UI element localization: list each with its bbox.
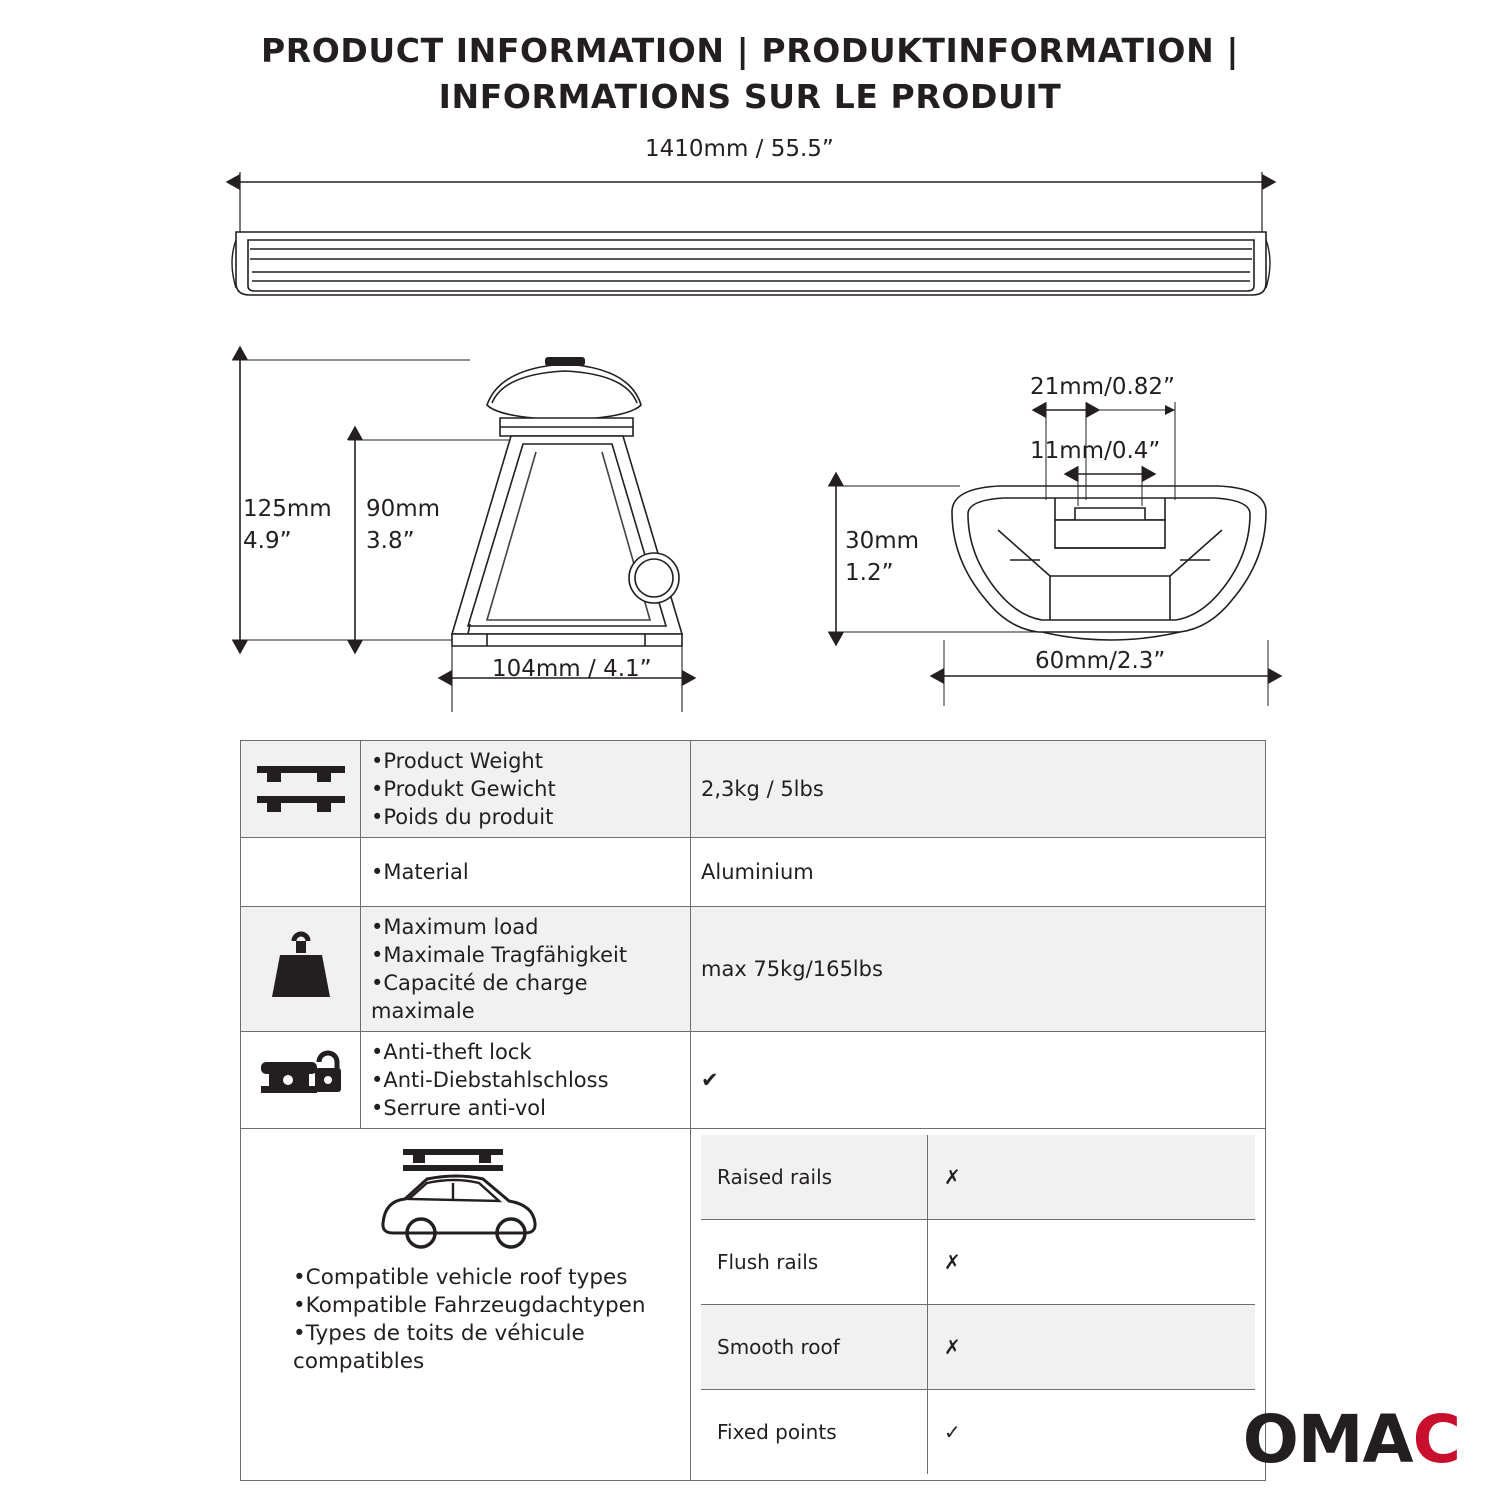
dim-bar-height-line1: 30mm [845,528,920,554]
weight-labels [361,741,691,838]
compat-label-de: •Kompatible Fahrzeugdachtypen [293,1293,646,1318]
table-row [241,1032,1266,1129]
maxload-label-en: •Maximum load [371,915,539,939]
table-row [241,907,1266,1032]
compat-mark-fixed-points: ✓ [928,1390,1256,1475]
compat-label-en: •Compatible vehicle roof types [293,1265,628,1290]
dim-slot-outer-label: 21mm/0.82” [1030,374,1175,400]
table-row [241,741,1266,838]
compat-labels [241,1258,690,1376]
compat-row-raised-rails [701,1135,1255,1220]
compat-mark-smooth-roof: ✗ [928,1305,1256,1390]
car-with-rack-icon [241,1129,690,1258]
compat-name-flush-rails: Flush rails [701,1220,928,1305]
title-line-1: PRODUCT INFORMATION | PRODUKTINFORMATION | [260,31,1240,70]
maxload-label-fr: •Capacité de charge maximale [371,971,588,1023]
compat-mark-flush-rails: ✗ [928,1220,1256,1305]
car-with-rack-icon-svg [361,1143,571,1253]
compat-name-raised-rails: Raised rails [701,1135,928,1220]
maxload-label-de: •Maximale Tragfähigkeit [371,943,628,967]
dim-height-total-line1: 125mm [243,496,332,522]
table-row [241,838,1266,907]
lock-icon [241,1032,361,1129]
dim-length-label: 1410mm / 55.5” [645,136,834,162]
compat-mark-raised-rails: ✗ [928,1135,1256,1220]
specification-table [240,740,1266,1481]
dim-foot-width-label: 104mm / 4.1” [492,656,652,682]
dim-height-inner-line1: 90mm [366,496,441,522]
compat-row-flush-rails [701,1220,1255,1305]
lock-label-fr: •Serrure anti-vol [371,1096,546,1120]
material-value: Aluminium [691,838,1266,907]
material-label: •Material [361,838,691,907]
material-icon-placeholder [241,838,361,907]
weight-icon [241,907,361,1032]
dim-slot-inner-label: 11mm/0.4” [1030,438,1161,464]
compat-label-fr: •Types de toits de véhicule compatibles [293,1321,585,1374]
crossbars-icon-svg [255,756,347,818]
lock-label-de: •Anti-Diebstahlschloss [371,1068,609,1092]
weight-label-fr: •Poids du produit [371,805,554,829]
crossbars-icon [241,741,361,838]
compat-right-cell [691,1129,1266,1481]
lock-value-check: ✔ [691,1032,1266,1129]
compat-row-fixed-points [701,1390,1255,1475]
compat-table [701,1135,1255,1474]
compat-row-smooth-roof [701,1305,1255,1390]
maxload-value: max 75kg/165lbs [691,907,1266,1032]
lock-icon-svg [255,1044,347,1112]
weight-icon-svg [264,931,338,1003]
weight-label-de: •Produkt Gewicht [371,777,556,801]
logo-text-accent: C [1412,1401,1460,1478]
omac-logo [1243,1401,1460,1478]
logo-text-dark: OMA [1242,1401,1413,1478]
dim-height-total-line2: 4.9” [243,528,292,554]
weight-value: 2,3kg / 5lbs [691,741,1266,838]
maxload-labels [361,907,691,1032]
weight-label-en: •Product Weight [371,749,543,773]
lock-labels [361,1032,691,1129]
table-row-compatibility [241,1129,1266,1481]
title-line-2: INFORMATIONS SUR LE PRODUIT [438,77,1062,116]
compat-left-cell [241,1129,691,1481]
lock-label-en: •Anti-theft lock [371,1040,532,1064]
compat-name-smooth-roof: Smooth roof [701,1305,928,1390]
dim-bar-height-line2: 1.2” [845,560,894,586]
compat-name-fixed-points: Fixed points [701,1390,928,1475]
dim-height-inner-line2: 3.8” [366,528,415,554]
page-title [0,28,1500,120]
dim-bar-width-label: 60mm/2.3” [1035,648,1166,674]
